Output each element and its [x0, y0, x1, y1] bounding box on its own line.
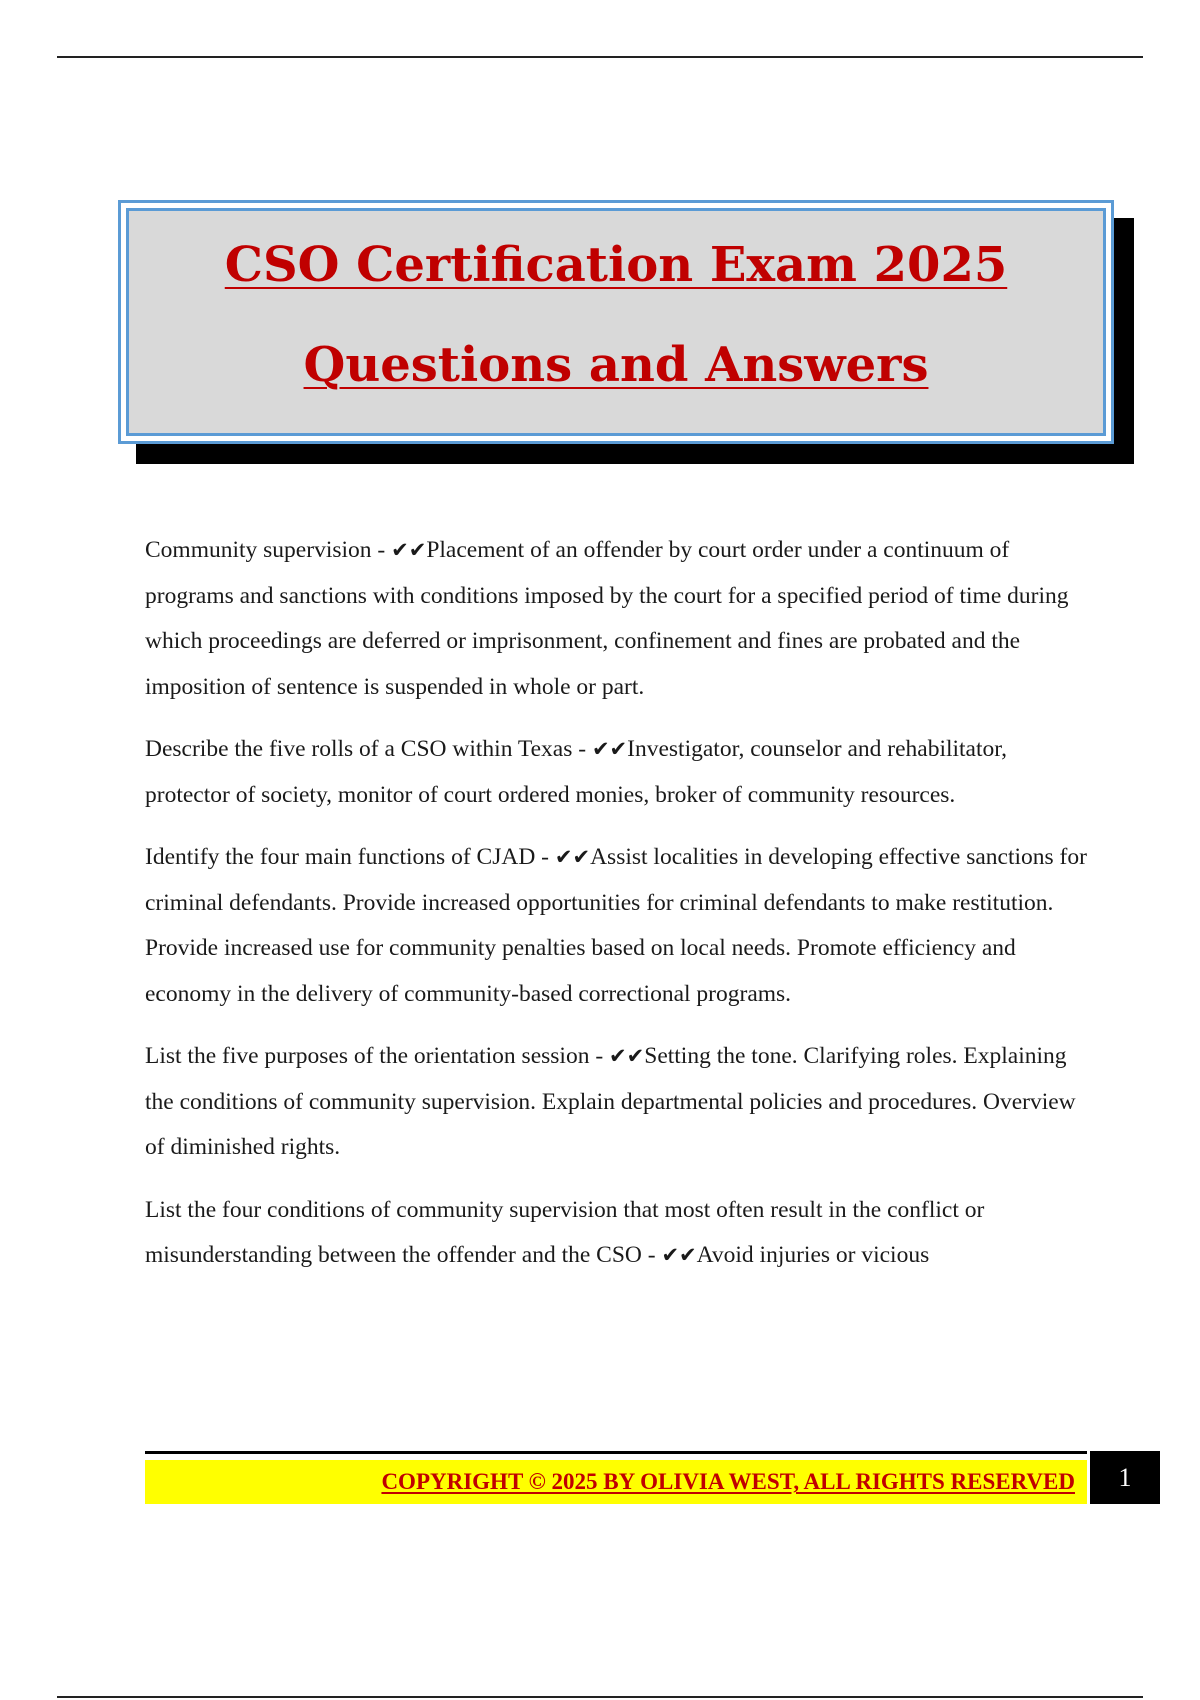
double-check-icon: ✔✔	[609, 1044, 645, 1068]
separator: -	[371, 537, 392, 563]
qa-item-3	[145, 835, 1095, 1017]
answer-text: Placement of an offender by court order under a continuum of programs and sanctions with conditions imposed by the court for a specified period of time during which proceedings are deferred or imprisonment, confinement and fines are probated and the imposition of sentence is suspended in whole or part.	[145, 537, 1069, 700]
answer-text: Setting the tone. Clarifying roles. Explaining the conditions of community supervision. Explain departmental policies and procedures. Overview of diminished rights.	[145, 1043, 1076, 1160]
answer-text: Investigator, counselor and rehabilitator, protector of society, monitor of court ordered monies, broker of community resources.	[145, 736, 1008, 808]
separator: -	[572, 736, 592, 762]
page-number: 1	[1090, 1451, 1160, 1504]
footer-bar	[145, 1460, 1087, 1504]
title-box-inner	[126, 208, 1106, 436]
title-box	[118, 200, 1114, 444]
qa-content	[145, 528, 1095, 1296]
question-text: Identify the four main functions of CJAD	[145, 844, 536, 870]
qa-item-5	[145, 1188, 1095, 1279]
document-title-line-1: CSO Certification Exam 2025	[224, 237, 1008, 293]
copyright-notice: COPYRIGHT © 2025 BY OLIVIA WEST, ALL RIGHTS RESERVED	[381, 1469, 1075, 1494]
header-rule	[57, 56, 1143, 58]
double-check-icon: ✔✔	[591, 737, 628, 761]
qa-item-1	[145, 528, 1095, 710]
double-check-icon: ✔✔	[554, 845, 591, 869]
question-text: Describe the five rolls of a CSO within Texas	[145, 736, 573, 762]
question-text: List the four conditions of community supervision that most often result in the conflict or misunderstanding between the offender and the CSO	[145, 1196, 985, 1268]
answer-text: Assist localities in developing effective sanctions for criminal defendants. Provide increased opportunities for criminal defendants to make restitution. Provide increased use for community penalties based on local needs. Promote efficiency and economy in the delivery of community-based correctional programs.	[145, 844, 1087, 1007]
double-check-icon: ✔✔	[661, 1243, 697, 1267]
bottom-rule	[57, 1696, 1143, 1698]
double-check-icon: ✔✔	[391, 538, 427, 562]
question-text: List the five purposes of the orientation session	[145, 1043, 590, 1069]
answer-text: Avoid injuries or vicious	[696, 1242, 930, 1268]
footer-rule	[145, 1451, 1087, 1454]
qa-item-2	[145, 727, 1095, 818]
document-title-line-2: Questions and Answers	[303, 337, 929, 393]
separator: -	[589, 1043, 610, 1069]
qa-item-4	[145, 1034, 1095, 1171]
separator: -	[641, 1242, 662, 1268]
separator: -	[535, 844, 555, 870]
question-text: Community supervision	[145, 537, 372, 563]
